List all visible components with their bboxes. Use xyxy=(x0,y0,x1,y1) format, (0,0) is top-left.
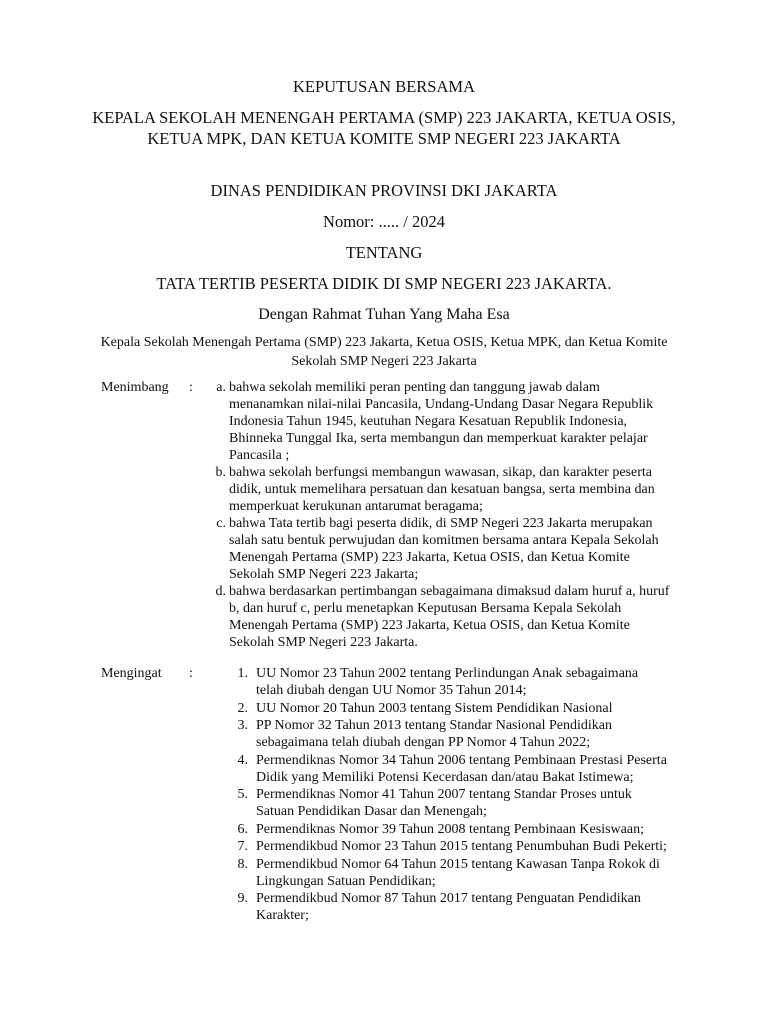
mengingat-label: Mengingat xyxy=(101,666,162,681)
list-marker: 3. xyxy=(237,718,248,733)
menimbang-colon: : xyxy=(189,380,193,395)
list-item xyxy=(228,700,668,717)
document-parties: KEPALA SEKOLAH MENENGAH PERTAMA (SMP) 223 JAKARTA, KETUA OSIS, KETUA MPK, DAN KETUA KOMITE SMP NEGERI 223 JAKARTA xyxy=(92,108,676,148)
list-item xyxy=(206,379,676,464)
list-item xyxy=(228,890,668,924)
menimbang-label: Menimbang xyxy=(101,380,169,395)
list-item-text: Permendiknas Nomor 34 Tahun 2006 tentang Pembinaan Prestasi Peserta Didik yang Memiliki Potensi Kecerdasan dan/atau Bakat Istimewa; xyxy=(256,752,667,785)
menimbang-list xyxy=(206,379,676,651)
document-agency: DINAS PENDIDIKAN PROVINSI DKI JAKARTA xyxy=(210,181,558,200)
list-item-text: Permendiknas Nomor 41 Tahun 2007 tentang Standar Proses untuk Satuan Pendidikan Dasar dan Menengah; xyxy=(256,787,632,819)
list-marker: 6. xyxy=(237,821,248,837)
list-marker: a. xyxy=(216,380,226,395)
document-blessing: Dengan Rahmat Tuhan Yang Maha Esa xyxy=(258,306,510,323)
list-marker: b. xyxy=(215,465,226,480)
list-item-text: bahwa sekolah memiliki peran penting dan tanggung jawab dalam menanamkan nilai-nilai Pancasila, Undang-Undang Dasar Negara Republik Indonesia Tahun 1945, keutuhan Negara Kesatuan Republik Indonesia, Bhinneka Tunggal Ika, serta membangun dan memperkuat karakter pelajar Pancasila ; xyxy=(229,380,654,463)
list-marker: 9. xyxy=(237,891,248,906)
list-item-text: PP Nomor 32 Tahun 2013 tentang Standar Nasional Pendidikan sebagaimana telah diubah dengan PP Nomor 4 Tahun 2022; xyxy=(256,718,612,750)
list-item xyxy=(228,821,668,838)
list-marker: 2. xyxy=(237,700,248,716)
list-item-text: Permendikbud Nomor 64 Tahun 2015 tentang Kawasan Tanpa Rokok di Lingkungan Satuan Pendidikan; xyxy=(256,856,660,889)
list-marker: c. xyxy=(216,516,226,531)
list-item-text: UU Nomor 23 Tahun 2002 tentang Perlindungan Anak sebagaimana telah diubah dengan UU Nomor 35 Tahun 2014; xyxy=(256,666,639,698)
document-subject: TATA TERTIB PESERTA DIDIK DI SMP NEGERI 223 JAKARTA. xyxy=(156,274,612,293)
list-item xyxy=(228,838,668,855)
list-item-text: bahwa Tata tertib bagi peserta didik, di SMP Negeri 223 Jakarta merupakan salah satu bentuk perwujudan dan komitmen bersama antara Kepala Sekolah Menengah Pertama (SMP) 223 Jakarta, Ketua OSIS, dan Ketua Komite Sekolah SMP Negeri 223 Jakarta; xyxy=(229,516,659,582)
list-marker: 1. xyxy=(237,666,248,681)
list-item-text: bahwa berdasarkan pertimbangan sebagaimana dimaksud dalam huruf a, huruf b, dan huruf c, perlu menetapkan Keputusan Bersama Kepala Sekolah Menengah Pertama (SMP) 223 Jakarta, Ketua OSIS, dan Ketua Komite Sekolah SMP Negeri 223 Jakarta. xyxy=(229,584,670,650)
list-item xyxy=(228,717,668,751)
list-item xyxy=(206,464,676,515)
list-item-text: Permendikbud Nomor 23 Tahun 2015 tentang Penumbuhan Budi Pekerti; xyxy=(256,839,667,854)
mengingat-list xyxy=(228,665,668,925)
list-item xyxy=(206,583,676,651)
list-marker: 7. xyxy=(237,839,248,854)
list-marker: d. xyxy=(215,584,226,599)
list-marker: 4. xyxy=(237,752,248,768)
list-item xyxy=(228,856,668,890)
list-item xyxy=(228,786,668,820)
document-about: TENTANG xyxy=(345,243,423,262)
list-item xyxy=(228,665,668,699)
list-marker: 8. xyxy=(237,856,248,872)
document-title: KEPUTUSAN BERSAMA xyxy=(293,77,475,96)
list-item-text: Permendiknas Nomor 39 Tahun 2008 tentang Pembinaan Kesiswaan; xyxy=(256,821,644,837)
list-marker: 5. xyxy=(237,787,248,802)
list-item xyxy=(228,752,668,786)
document-issuer: Kepala Sekolah Menengah Pertama (SMP) 223 Jakarta, Ketua OSIS, Ketua MPK, dan Ketua Komite Sekolah SMP Negeri 223 Jakarta xyxy=(100,335,668,369)
mengingat-colon: : xyxy=(189,666,193,681)
list-item-text: UU Nomor 20 Tahun 2003 tentang Sistem Pendidikan Nasional xyxy=(256,700,613,716)
list-item xyxy=(206,515,676,583)
document-number: Nomor: ..... / 2024 xyxy=(323,212,445,231)
list-item-text: bahwa sekolah berfungsi membangun wawasan, sikap, dan karakter peserta didik, untuk memelihara persatuan dan kesatuan bangsa, serta membina dan memperkuat kerukunan antarumat beragama; xyxy=(229,465,655,514)
list-item-text: Permendikbud Nomor 87 Tahun 2017 tentang Penguatan Pendidikan Karakter; xyxy=(256,891,641,923)
